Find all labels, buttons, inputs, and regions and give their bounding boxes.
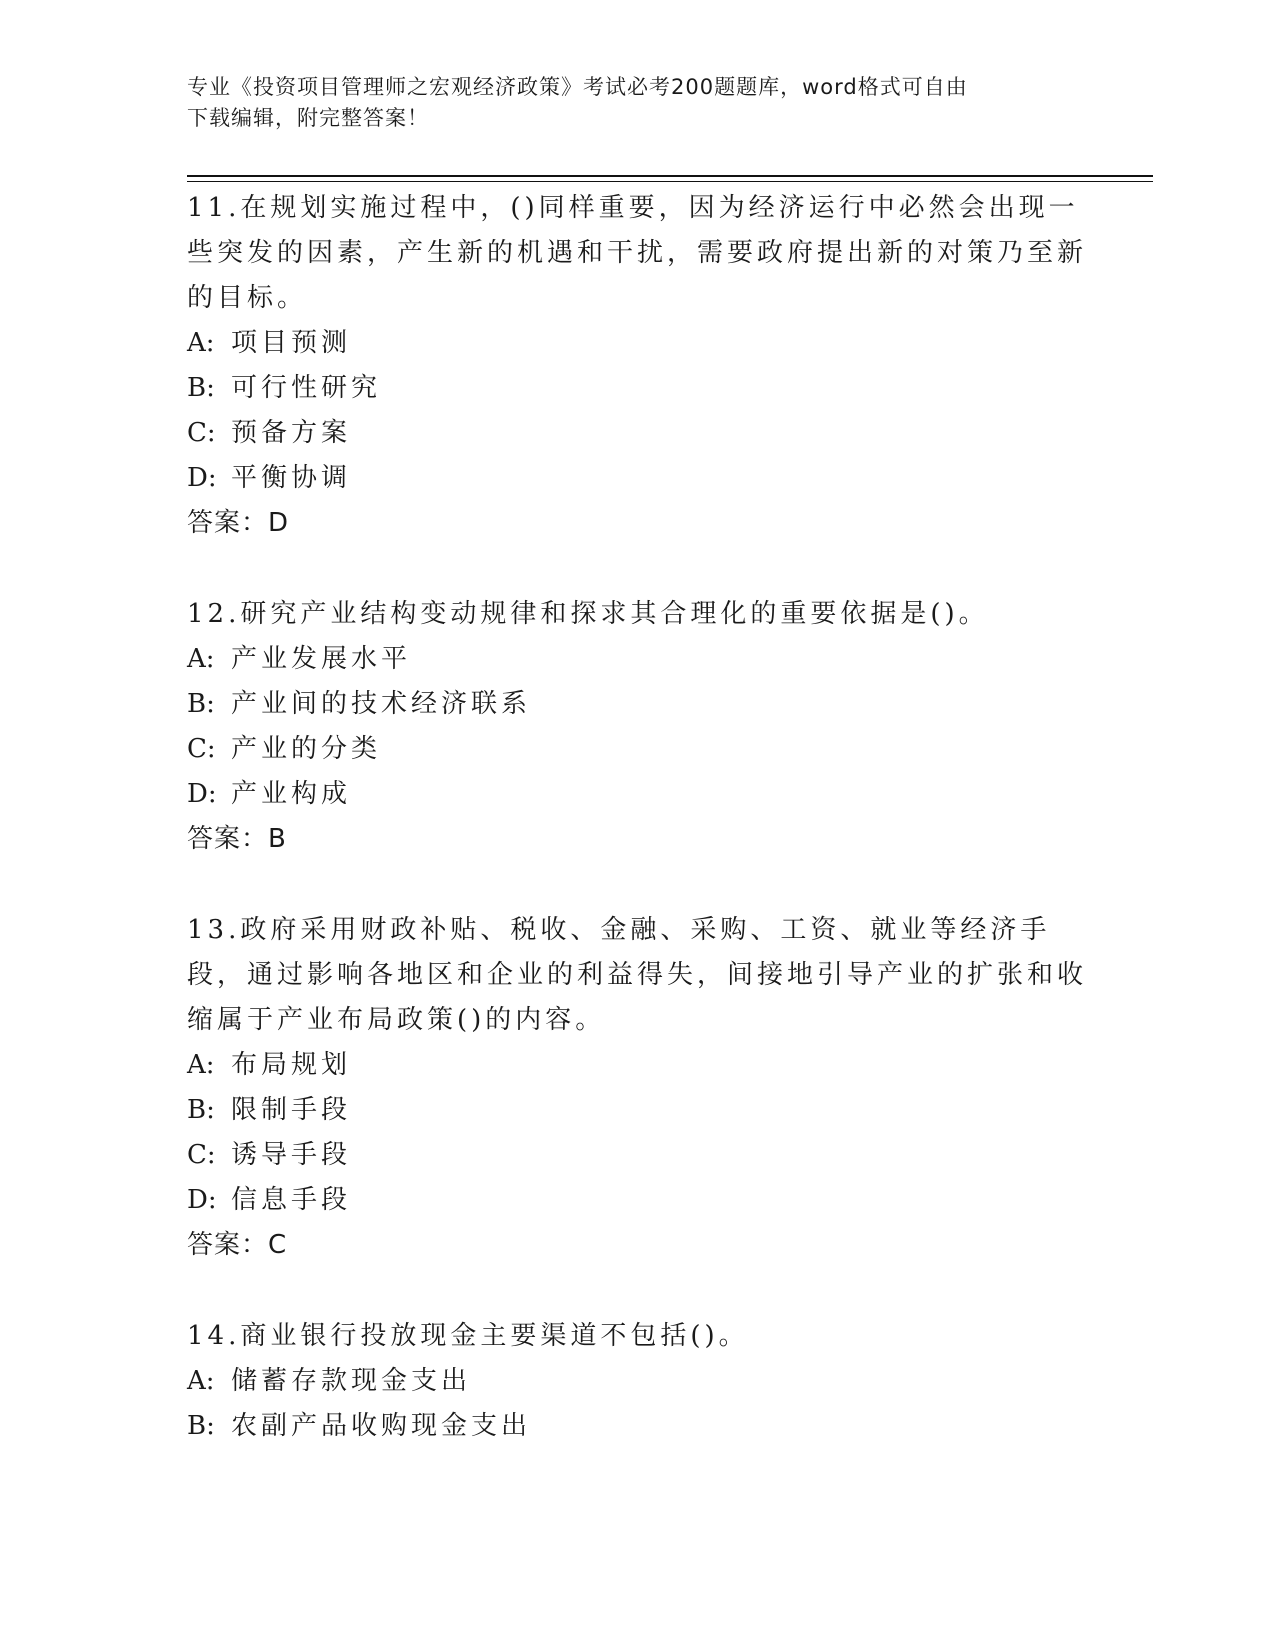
option-d — [187, 772, 1087, 817]
option-text: 储蓄存款现金支出 — [231, 1366, 472, 1396]
option-letter: A: — [187, 1050, 215, 1080]
option-letter: B: — [187, 1411, 215, 1441]
question-14 — [187, 1314, 1087, 1449]
option-text: 产业发展水平 — [231, 644, 412, 674]
answer-line: 答案：C — [187, 1230, 288, 1260]
option-letter: D: — [187, 463, 217, 493]
option-letter: D: — [187, 779, 217, 809]
option-text: 产业构成 — [231, 779, 352, 809]
header-line-1: 专业《投资项目管理师之宏观经济政策》考试必考200题题库，word格式可自由 — [187, 75, 968, 99]
option-b — [187, 1404, 1087, 1449]
question-13 — [187, 908, 1087, 1268]
option-b — [187, 366, 1087, 411]
option-c — [187, 1133, 1087, 1178]
option-text: 产业间的技术经济联系 — [231, 689, 532, 719]
option-text: 农副产品收购现金支出 — [231, 1411, 532, 1441]
question-stem: 11.在规划实施过程中，()同样重要，因为经济运行中必然会出现一些突发的因素，产生新的机遇和干扰，需要政府提出新的对策乃至新的目标。 — [187, 193, 1088, 313]
option-c — [187, 727, 1087, 772]
option-a — [187, 321, 1087, 366]
option-letter: C: — [187, 418, 216, 448]
answer-line: 答案：D — [187, 508, 290, 538]
question-stem: 12.研究产业结构变动规律和探求其合理化的重要依据是()。 — [187, 599, 989, 629]
question-12 — [187, 592, 1087, 862]
option-d — [187, 1178, 1087, 1223]
option-b — [187, 1088, 1087, 1133]
option-text: 可行性研究 — [231, 373, 382, 403]
option-letter: A: — [187, 644, 215, 674]
option-letter: B: — [187, 689, 215, 719]
option-text: 项目预测 — [231, 328, 352, 358]
header-rule-thin — [187, 181, 1153, 182]
option-d — [187, 456, 1087, 501]
header-rule-thick — [187, 175, 1153, 177]
question-11 — [187, 186, 1087, 546]
option-text: 预备方案 — [231, 418, 352, 448]
option-letter: B: — [187, 373, 215, 403]
option-text: 诱导手段 — [231, 1140, 352, 1170]
option-a — [187, 637, 1087, 682]
option-letter: D: — [187, 1185, 217, 1215]
option-text: 限制手段 — [231, 1095, 352, 1125]
option-letter: A: — [187, 1366, 215, 1396]
header-line-2: 下载编辑，附完整答案！ — [187, 106, 429, 130]
option-letter: C: — [187, 734, 216, 764]
option-b — [187, 682, 1087, 727]
option-text: 布局规划 — [231, 1050, 352, 1080]
document-header — [187, 72, 1067, 134]
option-letter: A: — [187, 328, 215, 358]
option-a — [187, 1043, 1087, 1088]
question-stem: 13.政府采用财政补贴、税收、金融、采购、工资、就业等经济手段，通过影响各地区和企业的利益得失，间接地引导产业的扩张和收缩属于产业布局政策()的内容。 — [187, 915, 1088, 1035]
answer-line: 答案：B — [187, 824, 287, 854]
option-letter: B: — [187, 1095, 215, 1125]
option-letter: C: — [187, 1140, 216, 1170]
option-text: 平衡协调 — [231, 463, 352, 493]
option-text: 产业的分类 — [231, 734, 382, 764]
question-stem: 14.商业银行投放现金主要渠道不包括()。 — [187, 1321, 749, 1351]
option-text: 信息手段 — [231, 1185, 352, 1215]
question-list — [187, 186, 1087, 1495]
option-c — [187, 411, 1087, 456]
option-a — [187, 1359, 1087, 1404]
